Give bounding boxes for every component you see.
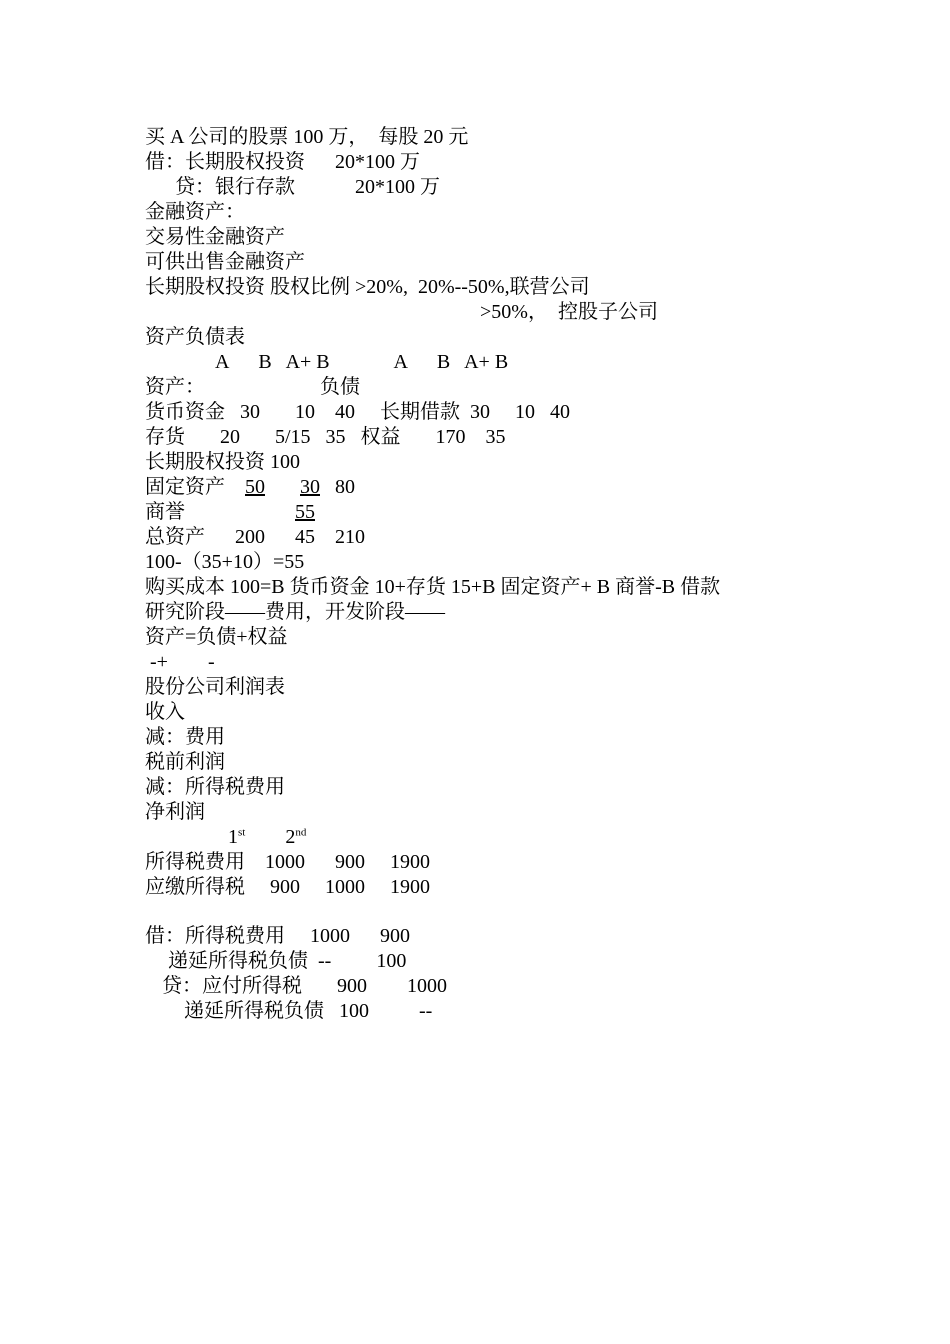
line-revenue <box>145 700 185 724</box>
line-entry-deferred-2 <box>184 999 432 1023</box>
line-text: 交易性金融资产 <box>145 226 285 248</box>
line-text <box>265 476 300 498</box>
line-text: 应缴所得税 900 1000 1900 <box>145 876 430 898</box>
line-entry-deferred-1 <box>168 949 406 973</box>
line-tax-payable <box>145 875 430 899</box>
line-income-statement-title <box>145 675 285 699</box>
line-bs-total-assets <box>145 525 365 549</box>
line-net-profit <box>145 800 205 824</box>
line-bs-fixed-assets <box>145 475 355 499</box>
line-signs <box>145 650 215 674</box>
line-text: A B A+ B A B A+ B <box>215 351 509 373</box>
line-text: 2 <box>245 826 296 848</box>
line-entry-credit <box>162 974 447 998</box>
superscript-text: nd <box>295 826 307 839</box>
line-text: 借：长期股权投资 20*100 万 <box>145 151 420 173</box>
line-text: 存货 20 5/15 35 权益 170 35 <box>145 426 506 448</box>
line-equity-ratio <box>145 275 590 299</box>
line-text: 资产负债表 <box>145 326 245 348</box>
line-goodwill-calc <box>145 550 304 574</box>
line-purchase-cost <box>145 575 720 599</box>
line-year-headers <box>228 825 306 849</box>
line-text: 股份公司利润表 <box>145 676 285 698</box>
line-debit-lt-equity <box>145 150 420 174</box>
line-text: 金融资产： <box>145 201 245 223</box>
line-text: 买 A 公司的股票 100 万， 每股 20 元 <box>145 126 469 148</box>
line-text: 可供出售金融资产 <box>145 251 305 273</box>
line-text: 长期股权投资 100 <box>145 451 300 473</box>
line-text: 资产=负债+权益 <box>145 626 288 648</box>
line-text: 1 <box>228 826 238 848</box>
line-buy-stock <box>145 125 468 149</box>
line-text: 购买成本 100=B 货币资金 10+存货 15+B 固定资产+ B 商誉-B 借款 <box>145 576 721 598</box>
line-text: 所得税费用 1000 900 1900 <box>145 851 430 873</box>
line-entry-debit <box>145 924 410 948</box>
underlined-value: 55 <box>295 501 315 523</box>
line-bs-cash <box>145 400 570 424</box>
line-text: 税前利润 <box>145 751 225 773</box>
line-text: 递延所得税负债 100 -- <box>184 1000 433 1022</box>
line-text: 80 <box>320 476 355 498</box>
line-text: 减：费用 <box>145 726 225 748</box>
line-accounting-equation <box>145 625 288 649</box>
line-text: -+ - <box>145 651 215 673</box>
line-tax-expense <box>145 850 430 874</box>
line-bs-columns <box>215 350 508 374</box>
line-text: 商誉 <box>145 501 295 523</box>
line-text: 减：所得税费用 <box>145 776 285 798</box>
line-less-tax <box>145 775 285 799</box>
line-bs-goodwill <box>145 500 315 524</box>
line-bs-lt-equity <box>145 450 300 474</box>
line-text: 货币资金 30 10 40 长期借款 30 10 40 <box>145 401 570 423</box>
line-text: 研究阶段——费用，开发阶段—— <box>145 601 445 623</box>
line-text: 总资产 200 45 210 <box>145 526 365 548</box>
line-bs-inventory <box>145 425 506 449</box>
line-less-expenses <box>145 725 225 749</box>
line-text: 净利润 <box>145 801 205 823</box>
underlined-value: 30 <box>300 476 320 498</box>
line-credit-bank <box>145 175 440 199</box>
line-afs-fa <box>145 250 305 274</box>
line-text: 资产： 负债 <box>145 376 360 398</box>
line-text: 固定资产 <box>145 476 245 498</box>
line-text: 递延所得税负债 -- 100 <box>168 950 407 972</box>
line-text: >50%， 控股子公司 <box>480 301 658 323</box>
line-text: 收入 <box>145 701 185 723</box>
line-text: 贷：银行存款 20*100 万 <box>145 176 440 198</box>
line-research-dev <box>145 600 445 624</box>
line-balance-sheet-title <box>145 325 245 349</box>
line-text: 贷：应付所得税 900 1000 <box>162 975 447 997</box>
line-financial-assets <box>145 200 245 224</box>
line-text: 长期股权投资 股权比例 >20%, 20%--50%,联营公司 <box>145 276 590 298</box>
line-trading-fa <box>145 225 285 249</box>
line-pretax-profit <box>145 750 225 774</box>
superscript-text: st <box>238 826 246 839</box>
line-text: 100-（35+10）=55 <box>145 551 305 573</box>
line-text: 借：所得税费用 1000 900 <box>145 925 410 947</box>
underlined-value: 50 <box>245 476 265 498</box>
line-subsidiary <box>480 300 658 324</box>
line-bs-assets-liabilities <box>145 375 360 399</box>
